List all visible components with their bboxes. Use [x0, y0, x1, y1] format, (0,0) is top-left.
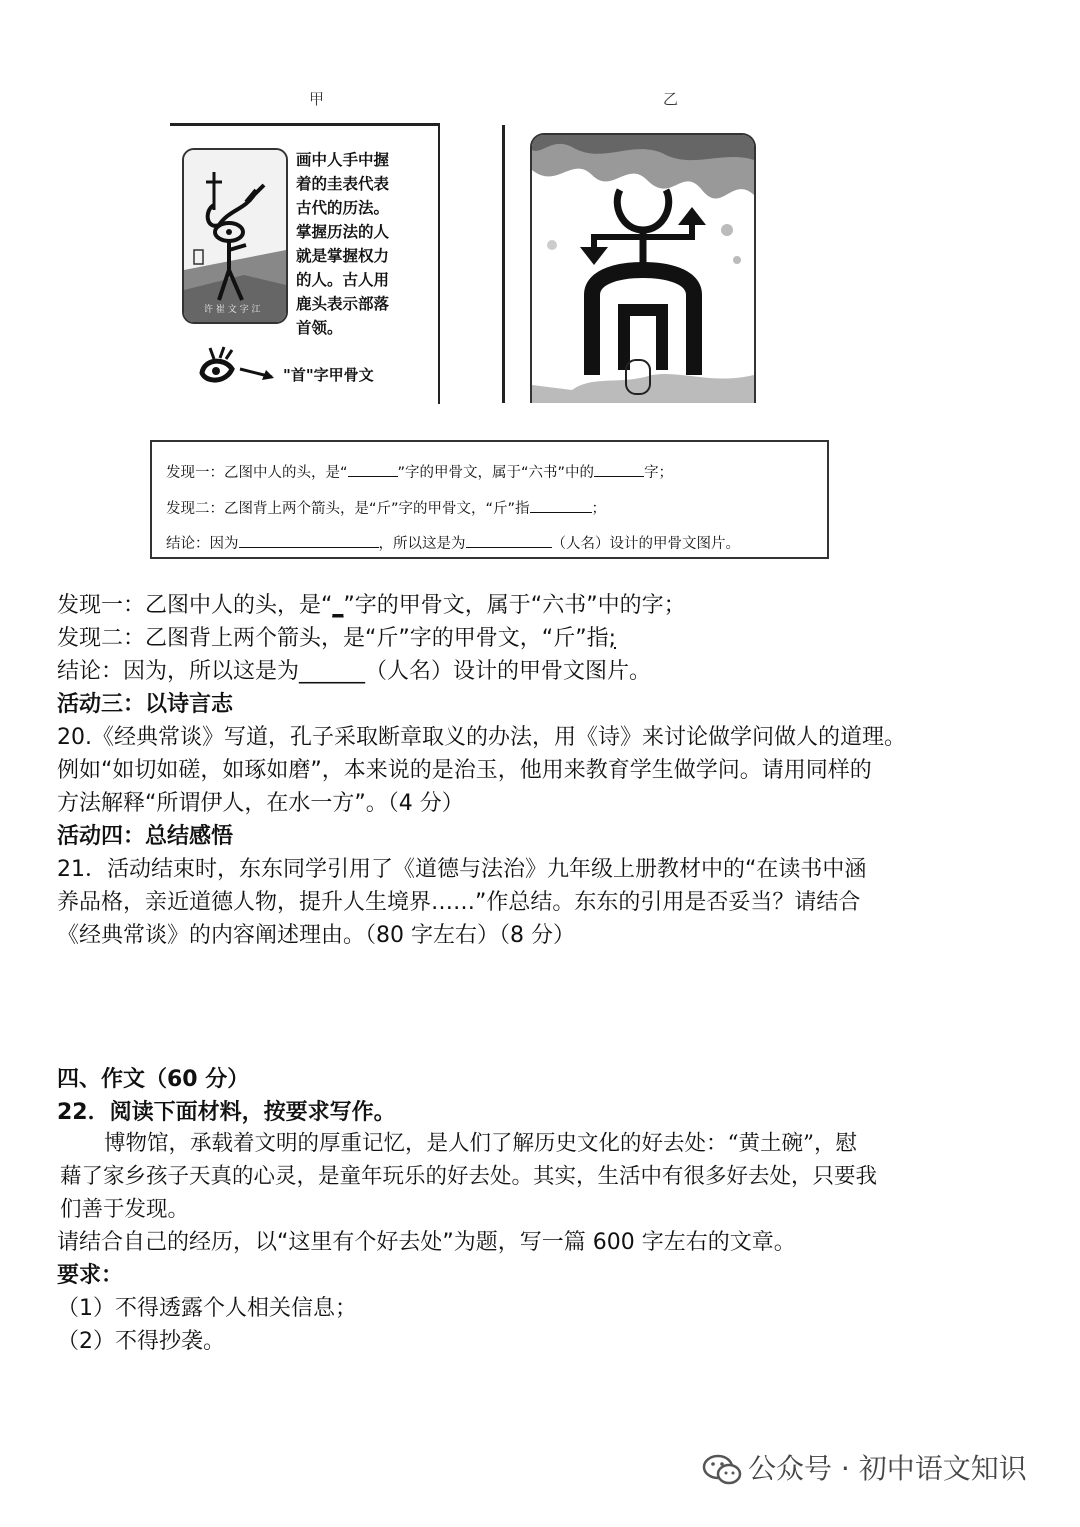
question-20-line-2: 例如“如切如磋，如琢如磨”，本来说的是治玉，他用来教育学生做学问。请用同样的	[57, 758, 872, 783]
requirements-heading: 要求：	[57, 1263, 124, 1288]
activity-3-heading: 活动三：以诗言志	[57, 692, 234, 717]
question-20-line-3: 方法解释“所谓伊人，在水一方”。（4 分）	[57, 791, 464, 816]
discovery-box	[150, 440, 829, 559]
figure-label-b: 乙	[663, 90, 679, 108]
figure-a-card	[182, 148, 288, 324]
watermark: 公众号 · 初中语文知识	[702, 1447, 1027, 1487]
figure-a-note: 画中人手中握 着的圭表代表 古代的历法。 掌握历法的人 就是掌握权力 的人。古人用 鹿头表示部落 首领。	[296, 151, 390, 337]
deer-head-figure-image	[184, 150, 286, 322]
blank-2	[594, 458, 644, 477]
conclusion: 结论：因为，所以这是为______（人名）设计的甲骨文图片。	[57, 659, 652, 684]
question-21-line-1: 21．活动结束时，东东同学引用了《道德与法治》九年级上册教材中的“在读书中涵	[57, 857, 867, 882]
material-line-1: 博物馆，承载着文明的厚重记忆，是人们了解历史文化的好去处：“黄土碗”，慰	[104, 1131, 857, 1156]
question-20-line-1: 20.《经典常谈》写道，孔子采取断章取义的办法，用《诗》来讨论做学问做人的道理。	[57, 725, 906, 750]
writing-task: 请结合自己的经历，以“这里有个好去处”为题，写一篇 600 字左右的文章。	[57, 1230, 796, 1255]
oracle-figure-b-image	[532, 135, 754, 403]
figure-label-a: 甲	[309, 90, 325, 108]
box-line-2: 发现二：乙图背上两个箭头，是“斤”字的甲骨文，“斤”指 ；	[166, 494, 606, 518]
activity-4-heading: 活动四：总结感悟	[57, 824, 234, 849]
box-line-3: 结论：因为 ，所以这是为 （人名）设计的甲骨文图片。	[166, 529, 740, 553]
wechat-icon	[702, 1453, 742, 1487]
discovery-2: 发现二：乙图背上两个箭头，是“斤”字的甲骨文，“斤”指;	[57, 626, 617, 651]
blank-4	[239, 529, 379, 548]
material-line-3: 们善于发现。	[60, 1197, 190, 1222]
blank-5	[466, 529, 552, 548]
requirement-2: （2）不得抄袭。	[57, 1329, 225, 1354]
discovery-1: 发现一：乙图中人的头，是“_”字的甲骨文，属于“六书”中的字；	[57, 593, 686, 618]
question-22-heading: 22．阅读下面材料，按要求写作。	[57, 1100, 396, 1125]
blank-1	[348, 458, 398, 477]
section-4-heading: 四、作文（60 分）	[57, 1067, 250, 1092]
blank-3	[530, 494, 592, 513]
material-line-2: 藉了家乡孩子天真的心灵，是童年玩乐的好去处。其实，生活中有很多好去处，只要我	[60, 1164, 878, 1189]
requirement-1: （1）不得透露个人相关信息；	[57, 1296, 357, 1321]
seal-text-a: 许 崔 文 字 江	[204, 305, 261, 315]
arrow-caption: "首"字甲骨文	[283, 366, 374, 384]
figure-divider	[502, 125, 505, 403]
shou-glyph-arrow-icon	[196, 345, 282, 390]
question-21-line-2: 养品格，亲近道德人物，提升人生境界……”作总结。东东的引用是否妥当？请结合	[57, 890, 861, 915]
question-21-line-3: 《经典常谈》的内容阐述理由。（80 字左右）（8 分）	[57, 923, 575, 948]
figure-b-frame	[530, 133, 756, 403]
box-line-1: 发现一：乙图中人的头，是“ ”字的甲骨文，属于“六书”中的 字；	[166, 458, 673, 482]
